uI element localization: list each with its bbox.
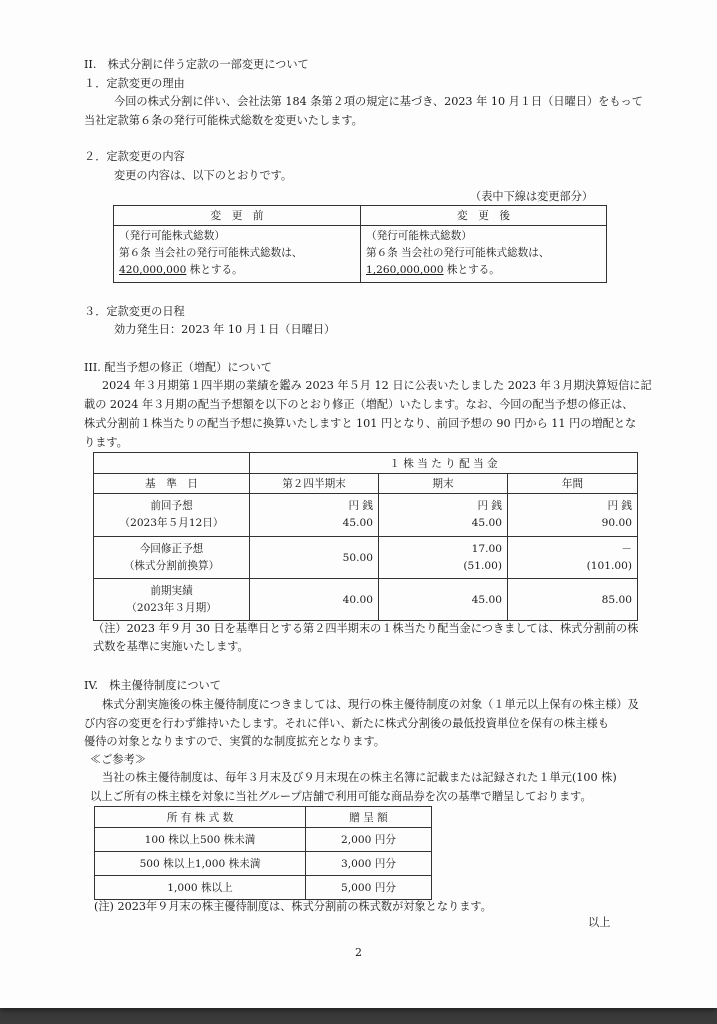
before-cell [114, 226, 361, 283]
before-header: 変 更 前 [114, 206, 361, 226]
section-2-3-title: ３．定款変更の日程 [84, 305, 185, 318]
term-end-cell: 45.00 [379, 579, 508, 621]
col-shares-held: 所 有 株 式 数 [95, 807, 306, 828]
row-label-line2: （2023年３月期） [126, 601, 217, 614]
term-end-value-converted: (51.00) [463, 559, 502, 572]
shares-cell: 500 株以上1,000 株未満 [95, 852, 306, 876]
section-4-body-line2: び内容の変更を行わず維持いたします。それに伴い、新たに株式分割後の最低投資単位を保有の株主様も [84, 717, 609, 730]
row-label [94, 494, 250, 537]
after-header: 変 更 後 [361, 206, 607, 226]
after-line3 [366, 262, 601, 279]
table-row [95, 876, 432, 900]
unit-label: 円 銭 [607, 500, 632, 512]
dividend-top-header: １ 株 当 た り 配 当 金 [250, 453, 638, 474]
section-4-body-line1: 株式分割実施後の株主優待制度につきましては、現行の株主優待制度の対象（１単元以上保有の株主様）及 [102, 698, 639, 711]
annual-value-converted: (101.00) [586, 559, 632, 572]
col-term-end: 期末 [379, 474, 508, 494]
row-label-line2: （2023年５月12日） [119, 517, 224, 529]
annual-cell [508, 537, 638, 579]
reference-line1: 当社の株主優待制度は、毎年３月末及び９月末現在の株主名簿に記載または記録された１単元(100 株) [102, 771, 617, 784]
after-cell [361, 226, 607, 283]
before-line2: 第６条 当会社の発行可能株式総数は、 [119, 247, 303, 259]
section-3-note-line1: （注）2023 年９月 30 日を基準日とする第２四半期末の１株当たり配当金につきましては、株式分割前の株 [93, 622, 639, 635]
annual-value: － [621, 542, 632, 555]
benefit-table [94, 806, 432, 900]
section-3-body-line3: 株式分割前１株当たりの配当予想に換算いたしますと 101 円となり、前回予想の 90 円から 11 円の増配とな [84, 417, 637, 430]
page-number: 2 [355, 946, 362, 959]
before-amount: 420,000,000 [119, 264, 187, 276]
q2-value: 45.00 [342, 517, 373, 529]
section-4-note: (注) 2023年９月末の株主優待制度は、株式分割前の株式数が対象となります。 [94, 900, 492, 913]
unit-label: 円 銭 [477, 500, 502, 512]
table-row [94, 579, 638, 621]
term-end-cell [379, 494, 508, 537]
after-amount: 1,260,000,000 [366, 264, 444, 276]
col-q2: 第２四半期末 [250, 474, 379, 494]
row-label-line1: 前期実績 [150, 584, 193, 597]
table-row [94, 494, 638, 537]
section-2-1-title: １．定款変更の理由 [84, 77, 185, 90]
unit-label: 円 銭 [348, 500, 373, 512]
shares-cell: 100 株以上500 株未満 [95, 828, 306, 852]
table-row [94, 537, 638, 579]
term-end-value: 17.00 [471, 542, 502, 555]
section-4-heading: IV. 株主優待制度について [84, 679, 221, 692]
annual-cell [508, 494, 638, 537]
dividend-table [93, 452, 638, 621]
section-3-note-line2: 式数を基準に実施いたします。 [93, 640, 249, 653]
annual-cell: 85.00 [508, 579, 638, 621]
row-label [94, 537, 250, 579]
section-4-body-line3: 優待の対象となりますので、実質的な制度拡充となります。 [84, 735, 385, 748]
amount-cell: 5,000 円分 [306, 876, 432, 900]
q2-cell: 50.00 [250, 537, 379, 579]
amount-cell: 2,000 円分 [306, 828, 432, 852]
section-2-2-title: ２．定款変更の内容 [84, 150, 185, 163]
after-line1: （発行可能株式総数） [366, 230, 472, 242]
before-line1: （発行可能株式総数） [119, 230, 225, 242]
section-2-2-body: 変更の内容は、以下のとおりです。 [114, 169, 293, 182]
section-2-1-body-line1: 今回の株式分割に伴い、会社法第 184 条第２項の規定に基づき、2023 年 10 月１日（日曜日）をもって [114, 95, 643, 108]
change-note: （表中下線は変更部分） [470, 190, 594, 203]
col-annual: 年間 [508, 474, 638, 494]
shares-cell: 1,000 株以上 [95, 876, 306, 900]
table-row [95, 852, 432, 876]
row-label-line1: 今回修正予想 [139, 542, 204, 555]
end-mark: 以上 [588, 916, 611, 929]
q2-cell [250, 494, 379, 537]
section-2-heading: II. 株式分割に伴う定款の一部変更について [84, 58, 309, 71]
amount-cell: 3,000 円分 [306, 852, 432, 876]
section-3-body-line1: 2024 年３月期第１四半期の業績を鑑み 2023 年５月 12 日に公表いたしました 2023 年３月期決算短信に記 [102, 379, 652, 392]
table-row [95, 828, 432, 852]
q2-cell: 40.00 [250, 579, 379, 621]
articles-change-table [113, 205, 607, 283]
term-end-value: 45.00 [471, 517, 502, 529]
before-line3 [119, 262, 355, 279]
term-end-cell [379, 537, 508, 579]
before-tail: 株とする。 [186, 264, 243, 276]
section-3-heading: III. 配当予想の修正（増配）について [84, 361, 272, 374]
col-gift-amount: 贈 呈 額 [306, 807, 432, 828]
section-3-body-line4: ります。 [84, 436, 128, 449]
after-line2: 第６条 当会社の発行可能株式総数は、 [366, 247, 550, 259]
reference-line2: 以上ご所有の株主様を対象に当社グループ店舗で利用可能な商品券を次の基準で贈呈しております。 [90, 790, 592, 803]
row-label-line1: 前回予想 [150, 500, 193, 512]
annual-value: 90.00 [601, 517, 632, 529]
row-label [94, 579, 250, 621]
reference-title: ≪ご参考≫ [90, 753, 146, 766]
section-2-1-body-line2: 当社定款第６条の発行可能株式総数を変更いたします。 [84, 114, 363, 127]
section-3-body-line2: 載の 2024 年３月期の配当予想額を以下のとおり修正（増配）いたします。なお、今回の配当予想の修正は、 [84, 398, 634, 411]
col-base-date: 基 準 日 [94, 474, 250, 494]
dividend-table-corner [94, 453, 250, 474]
row-label-line2: （株式分割前換算） [123, 559, 220, 572]
section-2-3-body: 効力発生日：2023 年 10 月１日（日曜日） [114, 323, 336, 336]
after-tail: 株とする。 [443, 264, 500, 276]
